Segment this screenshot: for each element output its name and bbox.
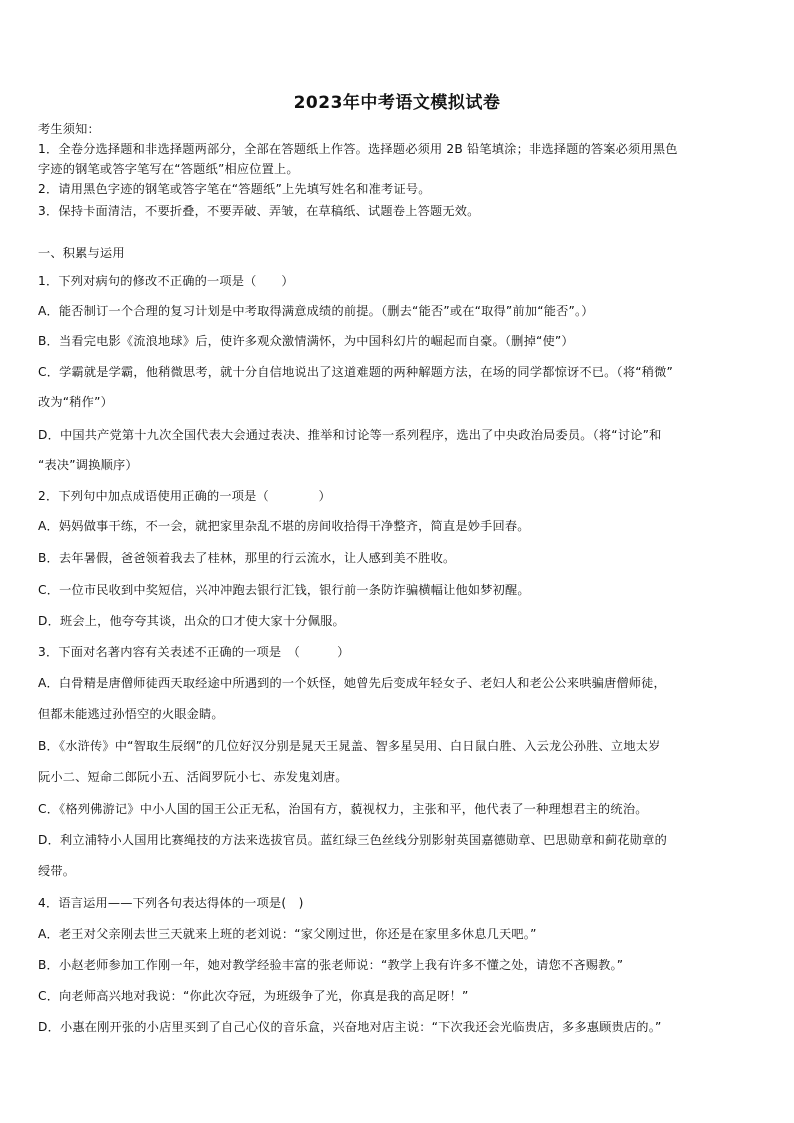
option-d: D．班会上，他夸夸其谈，出众的口才使大家十分佩服。 — [38, 614, 345, 628]
option-c: C．向老师高兴地对我说：“你此次夺冠，为班级争了光，你真是我的高足呀！” — [38, 989, 469, 1003]
option-d-continued: 绶带。 — [38, 864, 76, 878]
option-d: D．小惠在刚开张的小店里买到了自己心仪的音乐盒，兴奋地对店主说：“下次我还会光临贵店，多多惠顾贵店的。” — [38, 1020, 662, 1034]
option-c: C．学霸就是学霸，他稍微思考，就十分自信地说出了这道难题的两种解题方法，在场的同学都惊讶不已。（将“稍微” — [38, 365, 674, 379]
question-stem: 1．下列对病句的修改不正确的一项是（ ） — [38, 274, 294, 288]
notice-item: 1．全卷分选择题和非选择题两部分，全部在答题纸上作答。选择题必须用 2B 铅笔填涂；非选择题的答案必须用黑色 — [38, 142, 678, 156]
option-b: B．去年暑假，爸爸领着我去了桂林，那里的行云流水，让人感到美不胜收。 — [38, 551, 456, 565]
option-d: D．中国共产党第十九次全国代表大会通过表决、推举和讨论等一系列程序，选出了中央政治局委员。（将“讨论”和 — [38, 428, 662, 442]
option-a: A．能否制订一个合理的复习计划是中考取得满意成绩的前提。（删去“能否”或在“取得”前加“能否”。） — [38, 304, 594, 318]
option-a-continued: 但都未能逃过孙悟空的火眼金睛。 — [38, 707, 224, 721]
option-c-continued: 改为“稍作”） — [38, 395, 113, 409]
question-stem: 2．下列句中加点成语使用正确的一项是（ ） — [38, 489, 331, 503]
section-heading: 一、积累与运用 — [38, 246, 125, 260]
option-b: B．《水浒传》中“智取生辰纲”的几位好汉分别是晁天王晁盖、智多星吴用、白日鼠白胜、入云龙公孙胜、立地太岁 — [38, 739, 661, 753]
notice-item: 2．请用黑色字迹的钢笔或答字笔在“答题纸”上先填写姓名和准考证号。 — [38, 182, 431, 196]
page-title: 2023年中考语文模拟试卷 — [293, 93, 501, 113]
option-b: B．小赵老师参加工作刚一年，她对教学经验丰富的张老师说：“教学上我有许多不懂之处，请您不吝赐教。” — [38, 958, 624, 972]
option-b-continued: 阮小二、短命二郎阮小五、活阎罗阮小七、赤发鬼刘唐。 — [38, 770, 348, 784]
option-c: C．一位市民收到中奖短信，兴冲冲跑去银行汇钱，银行前一条防诈骗横幅让他如梦初醒。 — [38, 583, 530, 597]
option-d: D．利立浦特小人国用比赛绳技的方法来选拔官员。蓝红绿三色丝线分别影射英国嘉德勋章、巴思勋章和蓟花勋章的 — [38, 833, 667, 847]
option-a: A．老王对父亲刚去世三天就来上班的老刘说：“家父刚过世，你还是在家里多休息几天吧。” — [38, 927, 537, 941]
option-b: B．当看完电影《流浪地球》后，使许多观众激情满怀，为中国科幻片的崛起而自豪。（删掉“使”） — [38, 334, 574, 348]
option-a: A．妈妈做事干练，不一会，就把家里杂乱不堪的房间收拾得干净整齐，简直是妙手回春。 — [38, 519, 530, 533]
option-c: C．《格列佛游记》中小人国的国王公正无私，治国有方，藐视权力，主张和平，他代表了一种理想君主的统治。 — [38, 802, 648, 816]
option-d-continued: “表决”调换顺序） — [38, 458, 138, 472]
question-stem: 4．语言运用——下列各句表达得体的一项是( ) — [38, 896, 304, 910]
notice-item: 3．保持卡面清洁，不要折叠，不要弄破、弄皱，在草稿纸、试题卷上答题无效。 — [38, 204, 480, 218]
question-stem: 3．下面对名著内容有关表述不正确的一项是 （ ） — [38, 645, 350, 659]
notice-heading: 考生须知： — [38, 122, 100, 136]
notice-item: 字迹的钢笔或答字笔写在“答题纸”相应位置上。 — [38, 162, 299, 176]
option-a: A．白骨精是唐僧师徒西天取经途中所遇到的一个妖怪，她曾先后变成年轻女子、老妇人和老公公来哄骗唐僧师徒， — [38, 676, 666, 690]
